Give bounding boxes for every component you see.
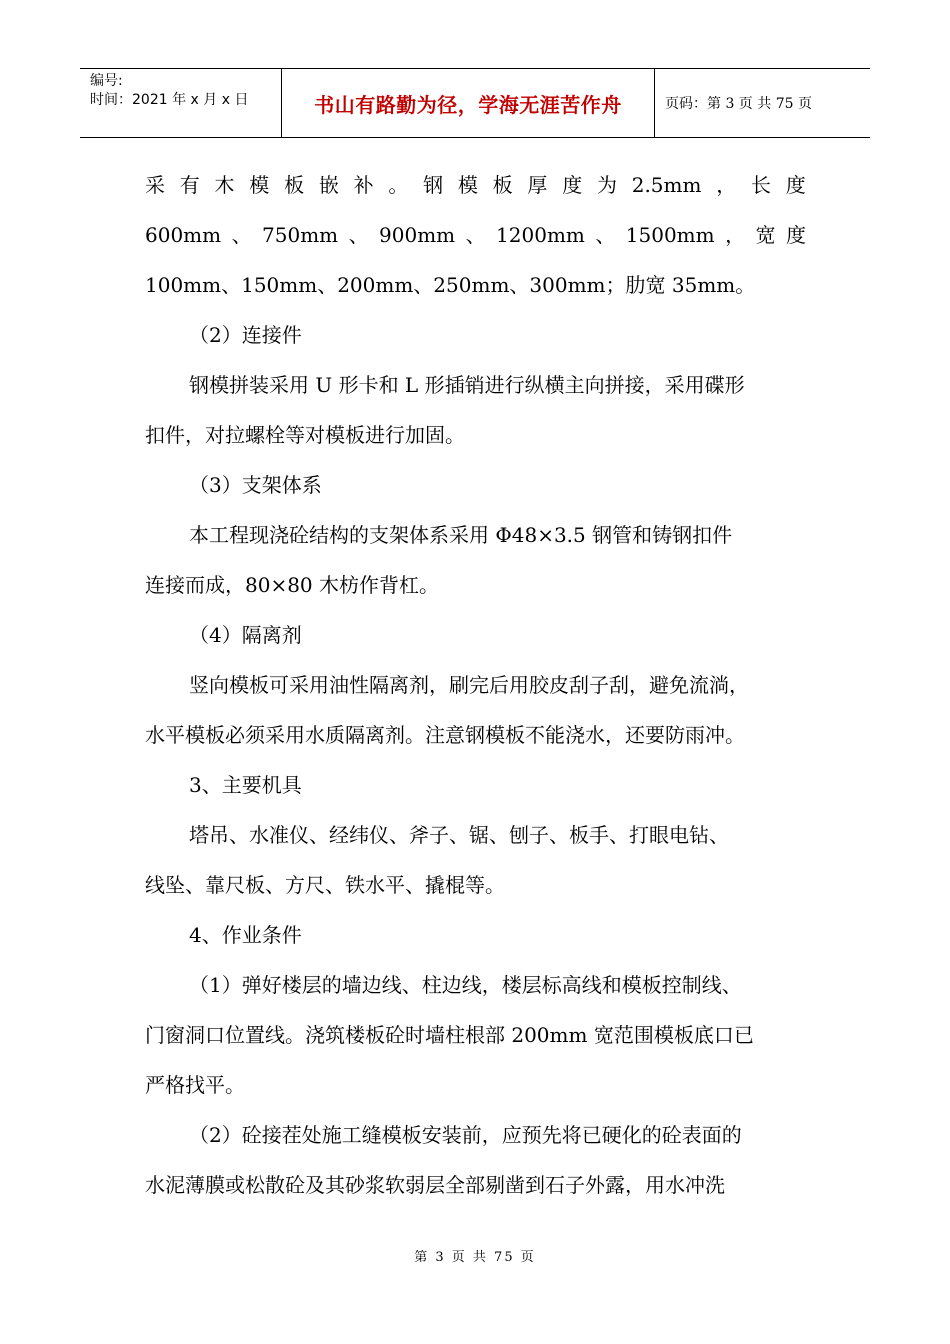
justified-word: 木 <box>214 173 235 197</box>
header-meta-cell <box>80 69 282 137</box>
justified-word: 采 <box>145 173 165 197</box>
section-heading-conditions: 4、作业条件 <box>189 923 302 947</box>
paragraph-line: 线坠、靠尺板、方尺、铁水平、撬棍等。 <box>145 873 505 897</box>
justified-word: 为 <box>596 173 617 197</box>
section-heading-connectors: （2）连接件 <box>189 323 302 347</box>
section-heading-support: （3）支架体系 <box>189 473 322 497</box>
header-page-info: 页码：第 3 页 共 75 页 <box>665 96 812 112</box>
paragraph-line: 连接而成，80×80 木枋作背杠。 <box>145 573 440 597</box>
justified-word: 度 <box>562 173 583 197</box>
justified-word: ， <box>716 173 737 197</box>
justified-word: 、 <box>231 223 252 247</box>
justified-word: 钢 <box>423 173 444 197</box>
justified-word: 板 <box>492 173 513 197</box>
page-header <box>80 68 870 138</box>
justified-word: 1200mm <box>496 223 585 247</box>
justified-word: 2.5mm <box>631 173 702 197</box>
body-line-3: 100mm、150mm、200mm、250mm、300mm；肋宽 35mm。 <box>145 273 756 297</box>
justified-word: 模 <box>249 173 270 197</box>
paragraph-line: 门窗洞口位置线。浇筑楼板砼时墙柱根部 200mm 宽范围模板底口已 <box>145 1023 754 1047</box>
body-line-2 <box>145 210 806 260</box>
section-heading-release-agent: （4）隔离剂 <box>189 623 302 647</box>
justified-word: 度 <box>785 173 806 197</box>
justified-word: 度 <box>785 223 806 247</box>
justified-word: 宽 <box>755 223 776 247</box>
justified-word: 、 <box>348 223 369 247</box>
paragraph-line: 水泥薄膜或松散砼及其砂浆软弱层全部剔凿到石子外露，用水冲洗 <box>145 1173 725 1197</box>
justified-word: 厚 <box>527 173 548 197</box>
header-motto: 书山有路勤为径，学海无涯苦作舟 <box>314 92 622 117</box>
header-motto-cell <box>282 69 655 137</box>
justified-word: 1500mm <box>625 223 715 247</box>
justified-word: 补 <box>353 173 374 197</box>
paragraph-line: 塔吊、水准仪、经纬仪、斧子、锯、刨子、板手、打眼电钻、 <box>189 823 729 847</box>
page-footer: 第 3 页 共 75 页 <box>414 1250 536 1265</box>
header-page-cell <box>655 69 870 137</box>
paragraph-line: 水平模板必须采用水质隔离剂。注意钢模板不能浇水，还要防雨冲。 <box>145 723 745 747</box>
justified-word: ， <box>725 223 746 247</box>
paragraph-line: （1）弹好楼层的墙边线、柱边线，楼层标高线和模板控制线、 <box>189 973 742 997</box>
document-time-label: 时间：2021 年 x 月 x 日 <box>90 92 249 108</box>
paragraph-line: 竖向模板可采用油性隔离剂，刷完后用胶皮刮子刮，避免流淌， <box>189 673 749 697</box>
justified-word: 、 <box>465 223 486 247</box>
section-heading-tools: 3、主要机具 <box>189 773 302 797</box>
justified-word: 600mm <box>145 223 222 247</box>
justified-word: 750mm <box>262 223 339 247</box>
document-number-label: 编号: <box>90 73 123 89</box>
justified-word: 长 <box>751 173 771 197</box>
justified-word: 有 <box>179 173 200 197</box>
paragraph-line: （2）砼接茬处施工缝模板安装前，应预先将已硬化的砼表面的 <box>189 1123 742 1147</box>
justified-word: 。 <box>388 173 409 197</box>
justified-word: 模 <box>457 173 478 197</box>
paragraph-line: 本工程现浇砼结构的支架体系采用 Φ48×3.5 钢管和铸钢扣件 <box>189 523 733 547</box>
paragraph-line: 扣件，对拉螺栓等对模板进行加固。 <box>145 423 465 447</box>
body-line-1 <box>145 160 806 210</box>
document-body <box>145 160 806 1210</box>
justified-word: 板 <box>284 173 305 197</box>
justified-word: 900mm <box>379 223 456 247</box>
paragraph-line: 钢模拼装采用 U 形卡和 L 形插销进行纵横主向拼接，采用碟形 <box>189 373 745 397</box>
justified-word: 、 <box>595 223 616 247</box>
justified-word: 嵌 <box>318 173 339 197</box>
paragraph-line: 严格找平。 <box>145 1073 245 1097</box>
